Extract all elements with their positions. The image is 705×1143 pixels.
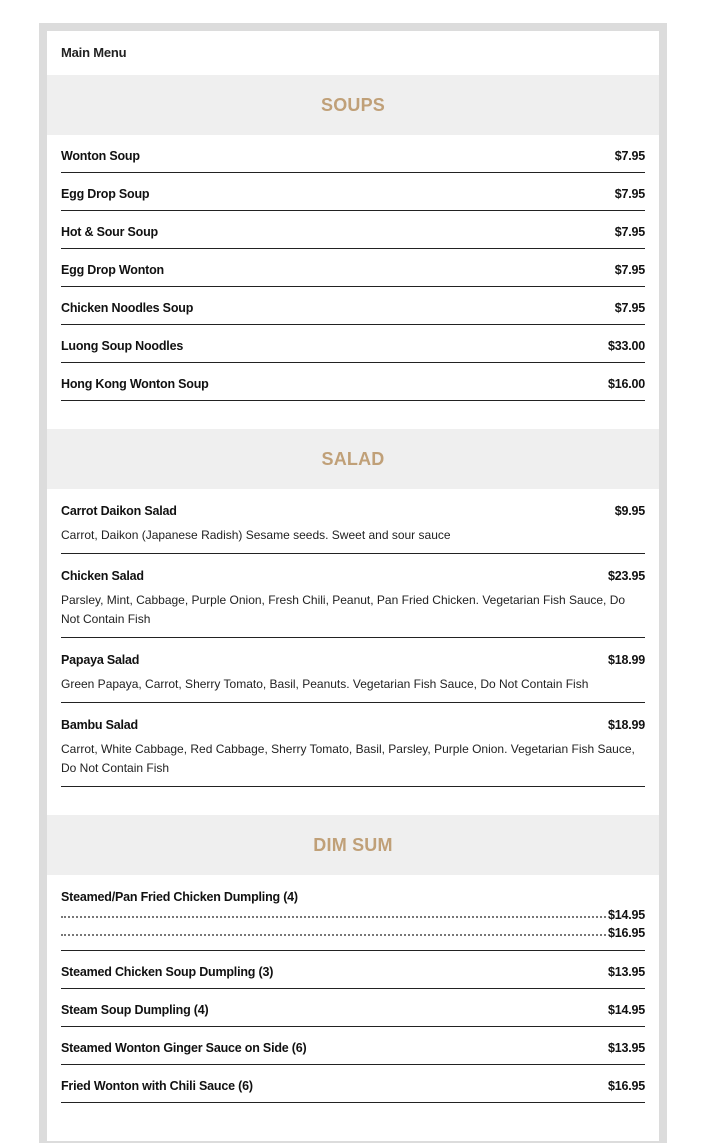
item-name: Egg Drop Soup bbox=[61, 187, 150, 201]
menu-item[interactable] bbox=[61, 249, 645, 287]
item-name: Egg Drop Wonton bbox=[61, 263, 164, 277]
section-soups bbox=[47, 75, 659, 429]
section-title-salad: SALAD bbox=[47, 429, 659, 489]
item-description: Parsley, Mint, Cabbage, Purple Onion, Fresh Chili, Peanut, Pan Fried Chicken. Vegetarian Fish Sauce, Do Not Contain Fish bbox=[61, 593, 626, 626]
item-name: Wonton Soup bbox=[61, 149, 140, 163]
menu-item[interactable] bbox=[61, 1027, 645, 1065]
item-price: $23.95 bbox=[607, 569, 645, 583]
menu-item[interactable] bbox=[61, 173, 645, 211]
item-price: $9.95 bbox=[614, 504, 645, 518]
item-price: $14.95 bbox=[607, 908, 645, 922]
item-name: Chicken Noodles Soup bbox=[61, 301, 194, 315]
item-name: Bambu Salad bbox=[61, 718, 138, 732]
item-price: $7.95 bbox=[614, 225, 645, 239]
item-price: $16.95 bbox=[607, 926, 645, 940]
item-name: Hot & Sour Soup bbox=[61, 225, 158, 239]
item-price: $7.95 bbox=[614, 187, 645, 201]
menu-item[interactable] bbox=[61, 875, 645, 951]
item-name: Chicken Salad bbox=[61, 569, 144, 583]
item-price: $18.99 bbox=[607, 653, 645, 667]
item-price: $13.95 bbox=[607, 1041, 645, 1055]
page-title: Main Menu bbox=[61, 45, 127, 60]
menu-item[interactable] bbox=[61, 989, 645, 1027]
item-name: Carrot Daikon Salad bbox=[61, 504, 177, 518]
item-price: $13.95 bbox=[607, 965, 645, 979]
menu-item[interactable] bbox=[61, 325, 645, 363]
item-description: Carrot, White Cabbage, Red Cabbage, Sherry Tomato, Basil, Parsley, Purple Onion. Vegetarian Fish Sauce, Do Not Contain Fish bbox=[61, 742, 635, 775]
section-salad bbox=[47, 429, 659, 815]
menu-item[interactable] bbox=[61, 554, 645, 638]
item-name: Steamed/Pan Fried Chicken Dumpling (4) bbox=[61, 890, 298, 904]
dotted-leader bbox=[61, 916, 606, 918]
price-option bbox=[61, 905, 645, 923]
item-name: Hong Kong Wonton Soup bbox=[61, 377, 209, 391]
section-dimsum bbox=[47, 815, 659, 1131]
item-name: Papaya Salad bbox=[61, 653, 140, 667]
item-price: $7.95 bbox=[614, 263, 645, 277]
item-price: $14.95 bbox=[607, 1003, 645, 1017]
item-name: Fried Wonton with Chili Sauce (6) bbox=[61, 1079, 253, 1093]
item-price: $16.00 bbox=[607, 377, 645, 391]
menu-item[interactable] bbox=[61, 363, 645, 401]
item-name: Luong Soup Noodles bbox=[61, 339, 184, 353]
menu-item[interactable] bbox=[61, 1065, 645, 1103]
menu-item[interactable] bbox=[61, 638, 645, 703]
item-price: $16.95 bbox=[607, 1079, 645, 1093]
menu-item[interactable] bbox=[61, 287, 645, 325]
menu-item[interactable] bbox=[61, 135, 645, 173]
section-title-soups: SOUPS bbox=[47, 75, 659, 135]
item-price: $7.95 bbox=[614, 149, 645, 163]
section-title-dimsum: DIM SUM bbox=[47, 815, 659, 875]
item-name: Steamed Wonton Ginger Sauce on Side (6) bbox=[61, 1041, 307, 1055]
price-option bbox=[61, 923, 645, 941]
menu-item[interactable] bbox=[61, 489, 645, 554]
menu-item[interactable] bbox=[61, 703, 645, 787]
item-name: Steam Soup Dumpling (4) bbox=[61, 1003, 209, 1017]
item-price: $33.00 bbox=[607, 339, 645, 353]
menu-item[interactable] bbox=[61, 211, 645, 249]
item-price: $7.95 bbox=[614, 301, 645, 315]
menu-item[interactable] bbox=[61, 951, 645, 989]
item-description: Carrot, Daikon (Japanese Radish) Sesame seeds. Sweet and sour sauce bbox=[61, 528, 451, 542]
item-description: Green Papaya, Carrot, Sherry Tomato, Basil, Peanuts. Vegetarian Fish Sauce, Do Not Contain Fish bbox=[61, 677, 589, 691]
menu-panel bbox=[47, 31, 659, 1141]
item-price: $18.99 bbox=[607, 718, 645, 732]
dotted-leader bbox=[61, 934, 606, 936]
item-name: Steamed Chicken Soup Dumpling (3) bbox=[61, 965, 274, 979]
